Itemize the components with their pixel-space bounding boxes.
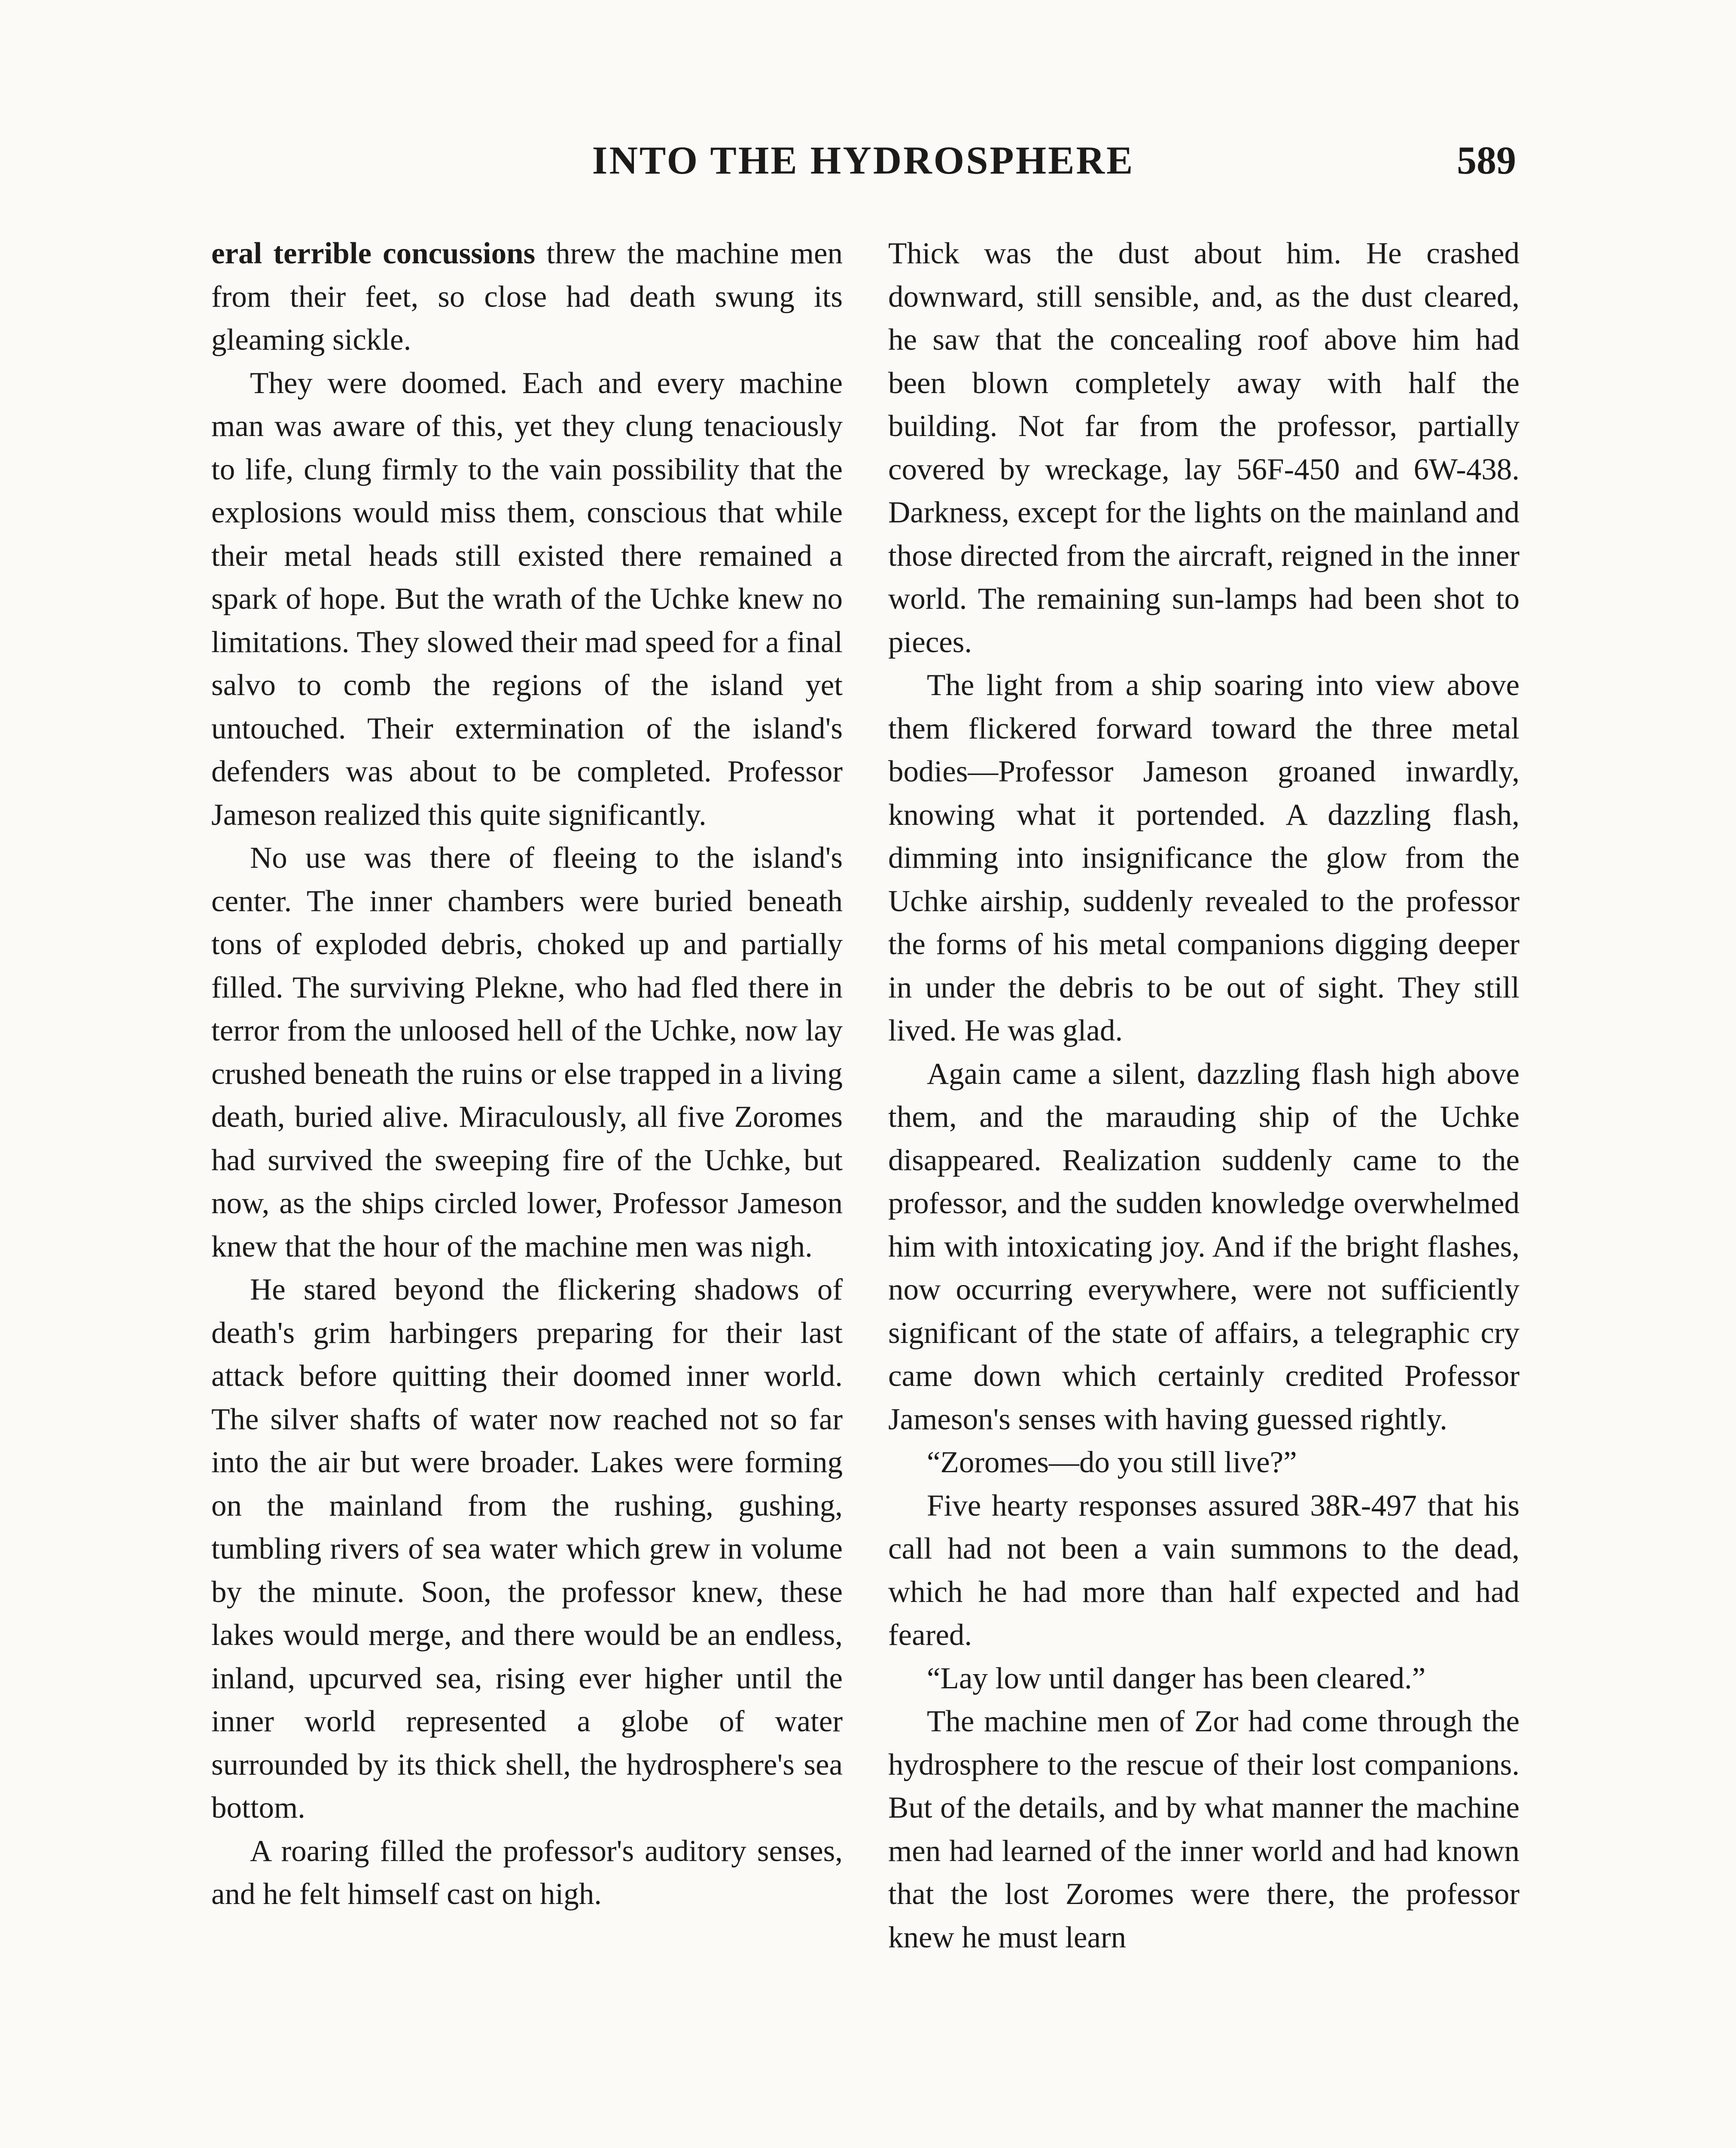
paragraph-text: threw the machine men from their feet, so close had death swung its gleaming sickle. xyxy=(211,237,843,357)
page-number: 589 xyxy=(1457,138,1516,182)
paragraph: The machine men of Zor had come through the hydrosphere to the rescue of their lost companions. But of the details, and by what manner the machine men had learned of the inner world and had known that the lost Zoromes were there, the professor knew he must learn xyxy=(888,1705,1520,1954)
paragraph: The light from a ship soaring into view above them flickered forward toward the three metal bodies—Professor Jameson groaned inwardly, knowing what it portended. A dazzling flash, dimming into insignificance the glow from the Uchke airship, suddenly revealed to the professor the forms of his metal companions digging deeper in under the debris to be out of sight. They still lived. He was glad. xyxy=(888,668,1520,1047)
paragraph: Five hearty responses assured 38R-497 that his call had not been a vain summons to the dead, which he had more than half expected and had feared. xyxy=(888,1489,1520,1652)
right-column xyxy=(888,232,1520,1959)
paragraph: A roaring filled the professor's auditory senses, and he felt himself cast on high. xyxy=(211,1834,843,1911)
paragraph: No use was there of fleeing to the island's center. The inner chambers were buried beneath tons of exploded debris, choked up and partially filled. The surviving Plekne, who had fled there in terror from the unloosed hell of the Uchke, now lay crushed beneath the ruins or else trapped in a living death, buried alive. Miraculously, all five Zoromes had survived the sweeping fire of the Uchke, but now, as the ships circled lower, Professor Jameson knew that the hour of the machine men was nigh. xyxy=(211,841,843,1263)
running-title: INTO THE HYDROSPHERE xyxy=(592,138,1135,182)
paragraph: He stared beyond the flickering shadows of death's grim harbingers preparing for their last attack before quitting their doomed inner world. The silver shafts of water now reached not so far into the air but were broader. Lakes were forming on the mainland from the rushing, gushing, tumbling rivers of sea water which grew in volume by the minute. Soon, the professor knew, these lakes would merge, and there would be an endless, inland, upcurved sea, rising ever higher until the inner world represented a globe of water surrounded by its thick shell, the hydrosphere's sea bottom. xyxy=(211,1273,843,1825)
left-column xyxy=(211,232,843,1916)
paragraph: “Lay low until danger has been cleared.” xyxy=(927,1661,1426,1695)
paragraph: Again came a silent, dazzling flash high above them, and the marauding ship of the Uchke disappeared. Realization suddenly came to the professor, and the sudden knowledge overwhelmed him with intoxicating joy. And if the bright flashes, now occurring everywhere, were not sufficiently significant of the state of affairs, a telegraphic cry came down which certainly credited Professor Jameson's senses with having guessed rightly. xyxy=(888,1057,1520,1436)
running-head xyxy=(210,137,1516,189)
paragraph: Thick was the dust about him. He crashed downward, still sensible, and, as the dust cleared, he saw that the concealing roof above him had been blown completely away with half the building. Not far from the professor, partially covered by wreckage, lay 56F-450 and 6W-438. Darkness, except for the lights on the mainland and those directed from the aircraft, reigned in the inner world. The remaining sun-lamps had been shot to pieces. xyxy=(888,237,1520,659)
paragraph xyxy=(211,232,843,362)
paragraph: They were doomed. Each and every machine man was aware of this, yet they clung tenaciously to life, clung firmly to the vain possibility that the explosions would miss them, conscious that while their metal heads still existed there remained a spark of hope. But the wrath of the Uchke knew no limitations. They slowed their mad speed for a final salvo to comb the regions of the island yet untouched. Their extermination of the island's defenders was about to be completed. Professor Jameson realized this quite significantly. xyxy=(211,366,843,832)
paragraph: “Zoromes—do you still live?” xyxy=(927,1446,1297,1479)
paragraph-lead: eral terrible concussions xyxy=(211,237,536,270)
